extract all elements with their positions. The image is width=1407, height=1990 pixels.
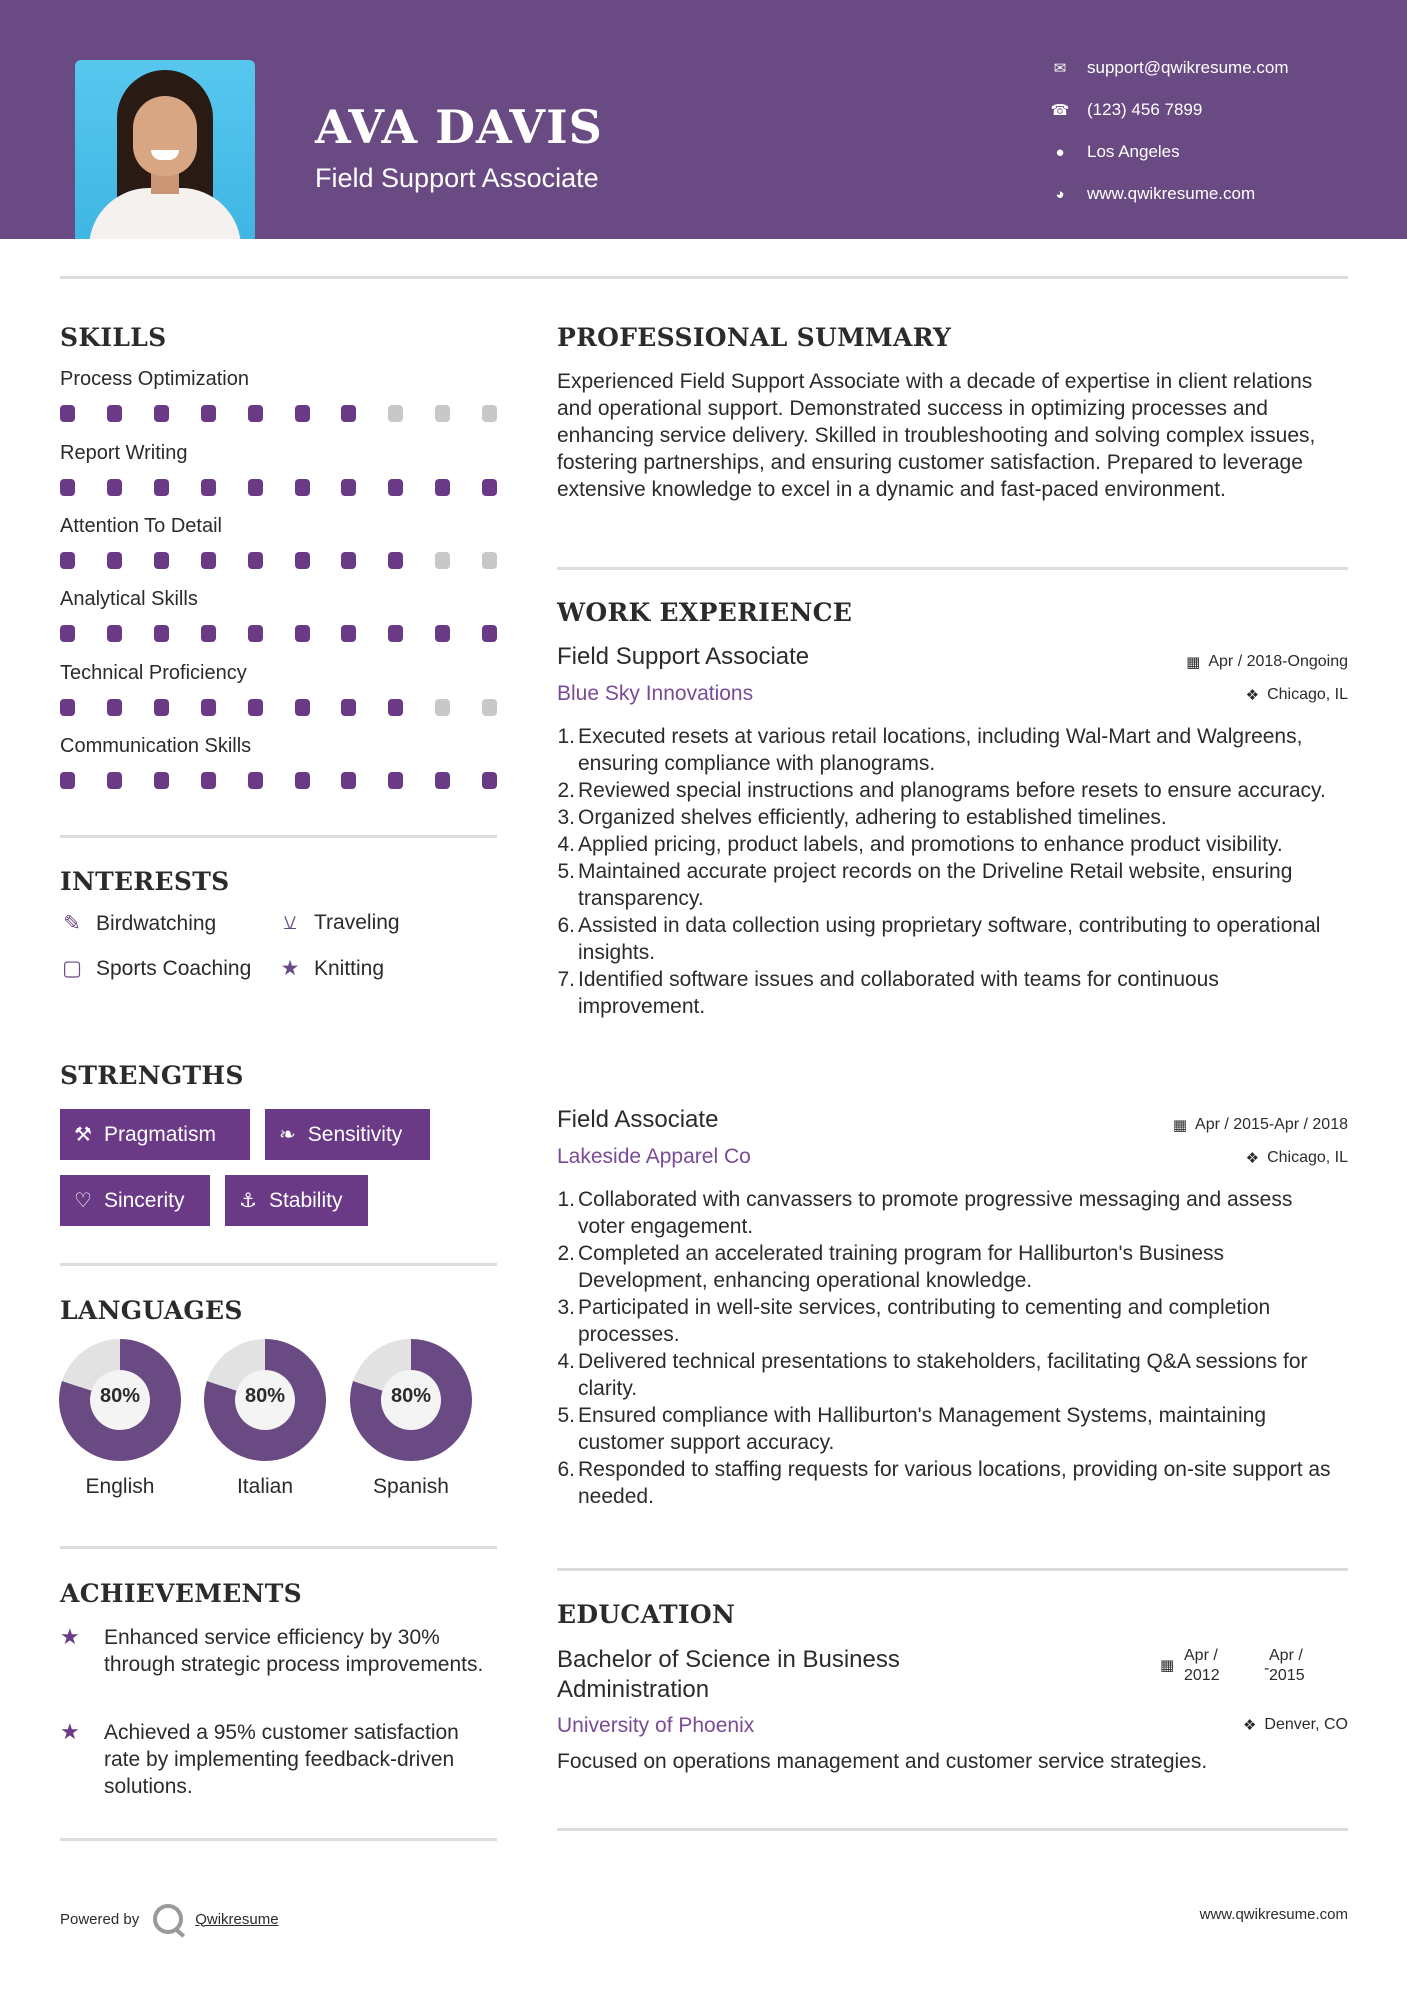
strength-badge: ♡ Sincerity <box>60 1175 210 1226</box>
rating-dot-filled <box>248 479 263 496</box>
skills-heading: SKILLS <box>60 323 167 352</box>
rating-dot-filled <box>248 699 263 716</box>
star-icon: ★ <box>60 1719 80 1744</box>
divider <box>557 567 1348 570</box>
rating-dot-filled <box>107 479 122 496</box>
rating-dot-filled <box>435 772 450 789</box>
anchor-icon: ⚓ <box>239 1190 257 1212</box>
rating-dot-filled <box>201 479 216 496</box>
rating-dot-filled <box>388 772 403 789</box>
interest-item: ⚺ Traveling <box>278 911 400 935</box>
pencil-square-icon: ✎ <box>63 912 81 935</box>
gavel-icon: ⚒ <box>74 1124 92 1146</box>
edu-date-separator: - <box>1264 1660 1270 1677</box>
header-banner <box>0 0 1407 239</box>
rating-dot-filled <box>248 405 263 422</box>
achievement-item: ★ Achieved a 95% customer satisfaction rate by implementing feedback-driven solutions. <box>60 1719 459 1798</box>
divider <box>60 1263 497 1266</box>
thumbtack-icon: ❖ <box>1242 1717 1257 1734</box>
rating-dot-filled <box>341 625 356 642</box>
rating-dot-filled <box>295 625 310 642</box>
language-percent: 80% <box>99 1385 141 1407</box>
language-name: Italian <box>236 1475 294 1498</box>
list-item: 3. Organized shelves efficiently, adhering to established timelines. <box>557 806 1167 829</box>
rating-dot-filled <box>341 772 356 789</box>
rating-dot-filled <box>154 405 169 422</box>
summary-heading: PROFESSIONAL SUMMARY <box>557 323 952 352</box>
education-heading: EDUCATION <box>557 1600 736 1629</box>
rating-dot-filled <box>295 552 310 569</box>
job-date: ▦ Apr / 2015-Apr / 2018 <box>1172 1116 1348 1134</box>
strengths-heading: STRENGTHS <box>60 1061 244 1090</box>
list-item: 3. Participated in well-site services, contributing to cementing and completion processes. <box>557 1296 1271 1346</box>
rating-dot-filled <box>248 552 263 569</box>
rating-dot-filled <box>482 772 497 789</box>
rating-dot-filled <box>107 699 122 716</box>
job-location: ❖ Chicago, IL <box>1245 1149 1348 1167</box>
rating-dot-filled <box>60 552 75 569</box>
language-ring <box>350 1339 472 1461</box>
edu-start-date: Apr / 2012 <box>1184 1647 1220 1684</box>
job-date: ▦ Apr / 2018-Ongoing <box>1186 653 1348 671</box>
map-pin-icon: ● <box>1055 143 1065 161</box>
rating-dot-empty <box>435 552 450 569</box>
rating-dot-filled <box>295 772 310 789</box>
rating-dot-filled <box>341 479 356 496</box>
candidate-title: Field Support Associate <box>315 163 599 193</box>
company-name: Blue Sky Innovations <box>557 682 754 705</box>
divider <box>557 1568 1348 1571</box>
calendar-icon: ▦ <box>1186 654 1201 671</box>
rating-dot-filled <box>482 625 497 642</box>
rating-dot-filled <box>60 405 75 422</box>
interest-item: ★ Knitting <box>278 956 384 981</box>
education-description: Focused on operations management and customer service strategies. <box>557 1750 1208 1773</box>
interest-item: ✎ Birdwatching <box>60 911 216 936</box>
thumbtack-icon: ❖ <box>1245 687 1260 704</box>
list-item: 2. Reviewed special instructions and planograms before resets to ensure accuracy. <box>557 779 1326 802</box>
rating-dot-filled <box>60 772 75 789</box>
company-name: Lakeside Apparel Co <box>557 1145 751 1168</box>
rating-dot-filled <box>295 405 310 422</box>
skill-rating <box>60 772 497 789</box>
degree-title: Bachelor of Science in Business Administration <box>557 1646 900 1703</box>
candidate-name: AVA DAVIS <box>315 100 603 154</box>
rating-dot-filled <box>482 479 497 496</box>
rating-dot-filled <box>248 772 263 789</box>
rating-dot-filled <box>60 699 75 716</box>
footer-brand-link[interactable]: Qwikresume <box>195 1910 279 1928</box>
interests-heading: INTERESTS <box>60 867 230 896</box>
rating-dot-filled <box>154 772 169 789</box>
heart-icon: ♡ <box>74 1190 92 1212</box>
rating-dot-filled <box>201 625 216 642</box>
footer-powered-by: Powered by Qwikresume <box>60 1904 279 1934</box>
rating-dot-filled <box>201 405 216 422</box>
list-item: 2. Completed an accelerated training program for Halliburton's Business Development, enhancing operational knowledge. <box>557 1242 1225 1292</box>
skill-rating <box>60 405 497 422</box>
job-title: Field Support Associate <box>557 643 810 670</box>
rating-dot-filled <box>154 552 169 569</box>
language-percent: 80% <box>244 1385 286 1407</box>
strength-badge: ⚒ Pragmatism <box>60 1109 250 1160</box>
rating-dot-filled <box>295 699 310 716</box>
list-item: 1. Executed resets at various retail locations, including Wal-Mart and Walgreens, ensuring compliance with planograms. <box>557 725 1303 775</box>
rating-dot-filled <box>388 479 403 496</box>
list-item: 5. Maintained accurate project records on the Driveline Retail website, ensuring transparency. <box>557 860 1293 910</box>
language-ring <box>204 1339 326 1461</box>
rating-dot-filled <box>435 625 450 642</box>
rating-dot-empty <box>435 405 450 422</box>
footer-url-link[interactable]: www.qwikresume.com <box>1199 1906 1348 1923</box>
briefcase-icon: ▢ <box>62 957 82 980</box>
rating-dot-filled <box>201 552 216 569</box>
skill-rating <box>60 699 497 716</box>
list-item: 1. Collaborated with canvassers to promote progressive messaging and assess voter engagement. <box>557 1188 1293 1238</box>
rating-dot-filled <box>388 625 403 642</box>
rating-dot-filled <box>154 479 169 496</box>
divider <box>60 276 1348 279</box>
rating-dot-filled <box>154 699 169 716</box>
list-item: 6. Responded to staffing requests for various locations, providing on-site support as needed. <box>557 1458 1331 1508</box>
job-title: Field Associate <box>557 1106 719 1133</box>
divider <box>60 835 497 838</box>
star-icon: ★ <box>60 1624 80 1649</box>
skill-name: Attention To Detail <box>60 515 222 537</box>
calendar-icon: ▦ <box>1172 1117 1188 1134</box>
rating-dot-filled <box>201 699 216 716</box>
list-item: 7. Identified software issues and collaborated with teams for continuous improvement. <box>557 968 1219 1018</box>
edu-end-date: Apr / 2015 <box>1269 1647 1305 1684</box>
phone-icon: ☎ <box>1050 102 1070 119</box>
profile-photo <box>75 60 255 239</box>
leaf-icon: ❧ <box>279 1124 296 1146</box>
skill-name: Process Optimization <box>60 368 249 390</box>
rating-dot-filled <box>60 625 75 642</box>
job-bullets <box>553 723 1343 1020</box>
rating-dot-filled <box>341 552 356 569</box>
skill-name: Technical Proficiency <box>60 662 247 684</box>
experience-heading: WORK EXPERIENCE <box>557 598 853 627</box>
list-item: 6. Assisted in data collection using proprietary software, contributing to operational insights. <box>557 914 1321 964</box>
contact-email[interactable]: ✉ support@qwikresume.com <box>1050 58 1289 78</box>
rating-dot-filled <box>201 772 216 789</box>
rating-dot-filled <box>388 552 403 569</box>
skill-name: Analytical Skills <box>60 588 198 610</box>
rating-dot-filled <box>388 699 403 716</box>
contact-phone[interactable]: ☎ (123) 456 7899 <box>1050 100 1203 119</box>
envelope-icon: ✉ <box>1053 60 1067 77</box>
rating-dot-filled <box>248 625 263 642</box>
rating-dot-filled <box>107 625 122 642</box>
rating-dot-filled <box>341 405 356 422</box>
rating-dot-empty <box>435 699 450 716</box>
rating-dot-filled <box>341 699 356 716</box>
edu-location: ❖ Denver, CO <box>1242 1716 1348 1734</box>
divider <box>60 1838 497 1841</box>
job-bullets <box>553 1186 1343 1510</box>
interest-item: ▢ Sports Coaching <box>60 956 251 981</box>
rating-dot-filled <box>107 772 122 789</box>
list-item: 5. Ensured compliance with Halliburton's Management Systems, maintaining customer support accuracy. <box>557 1404 1267 1454</box>
job-location: ❖ Chicago, IL <box>1245 686 1348 704</box>
summary-text: Experienced Field Support Associate with a decade of expertise in client relations and operational support. Demonstrated success in optimizing processes and enhancing service delivery. Skilled in troubleshooting and solving complex issues, fostering partnerships, and ensuring customer satisfaction. Prepared to leverage extensive knowledge to excel in a dynamic and fast-paced environment. <box>557 370 1316 501</box>
language-name: Spanish <box>373 1475 449 1498</box>
language-ring <box>59 1339 181 1461</box>
rating-dot-empty <box>482 405 497 422</box>
rating-dot-filled <box>107 552 122 569</box>
skill-rating <box>60 479 497 496</box>
skill-name: Report Writing <box>60 442 188 464</box>
binoculars-icon: ⚺ <box>283 911 297 934</box>
list-item: 4. Applied pricing, product labels, and promotions to enhance product visibility. <box>557 833 1283 856</box>
rating-dot-filled <box>60 479 75 496</box>
calendar-icon: ▦ <box>1160 1657 1175 1674</box>
strength-badge: ⚓ Stability <box>225 1175 368 1226</box>
strength-badge: ❧ Sensitivity <box>265 1109 430 1160</box>
qwikresume-logo-icon <box>153 1904 183 1934</box>
achievements-heading: ACHIEVEMENTS <box>60 1579 302 1608</box>
rating-dot-filled <box>435 479 450 496</box>
rating-dot-filled <box>295 479 310 496</box>
language-name: English <box>85 1475 155 1498</box>
rating-dot-empty <box>482 699 497 716</box>
school-name: University of Phoenix <box>557 1714 755 1737</box>
languages-heading: LANGUAGES <box>60 1296 243 1325</box>
rating-dot-empty <box>482 552 497 569</box>
contact-website[interactable]: ◕ www.qwikresume.com <box>1050 184 1255 204</box>
list-item: 4. Delivered technical presentations to stakeholders, facilitating Q&A sessions for clarity. <box>557 1350 1308 1400</box>
contact-location: ● Los Angeles <box>1050 142 1180 162</box>
skill-name: Communication Skills <box>60 735 252 757</box>
globe-icon: ◕ <box>1055 185 1065 203</box>
trophy-icon: ★ <box>280 957 300 980</box>
thumbtack-icon: ❖ <box>1245 1150 1260 1167</box>
skill-rating <box>60 625 497 642</box>
rating-dot-filled <box>107 405 122 422</box>
skill-rating <box>60 552 497 569</box>
divider <box>60 1546 497 1549</box>
rating-dot-empty <box>388 405 403 422</box>
achievement-item: ★ Enhanced service efficiency by 30% through strategic process improvements. <box>60 1624 484 1676</box>
divider <box>557 1828 1348 1831</box>
language-percent: 80% <box>390 1385 432 1407</box>
rating-dot-filled <box>154 625 169 642</box>
